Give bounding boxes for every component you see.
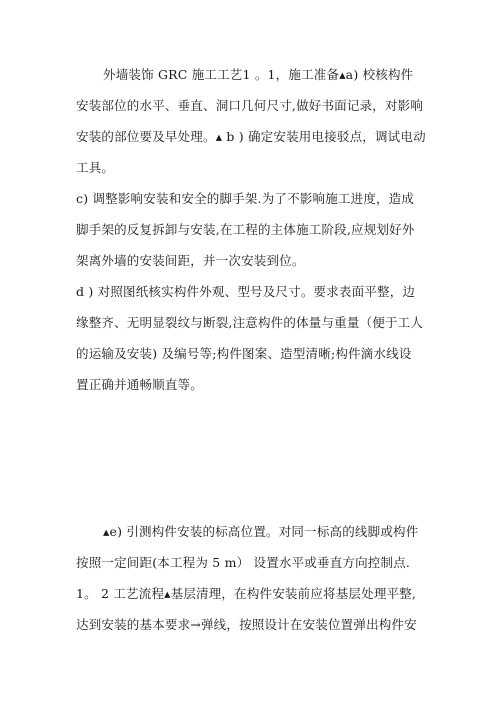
text-line-1: 外墙装饰 GRC 施工工艺1 。1，施工准备▴a) 校核构件 (103, 67, 414, 82)
text-line-11: 置正确并通畅顺直等。 (76, 377, 204, 392)
text-line-12: ▴e) 引测构件安装的标高位置。对同一标高的线脚或构件 (103, 524, 419, 539)
text-line-8: d ) 对照图纸核实构件外观、型号及尺寸。要求表面平整，边 (76, 284, 416, 299)
text-line-9: 缘整齐、无明显裂纹与断裂,注意构件的体量与重量（便于工人 (76, 315, 424, 330)
text-line-2: 安装部位的水平、垂直、洞口几何尺寸,做好书面记录，对影响 (76, 98, 424, 113)
text-line-14: 1。 2 工艺流程▴基层清理，在构件安装前应将基层处理平整, (76, 586, 417, 601)
text-line-7: 架离外墙的安装间距，并一次安装到位。 (76, 253, 305, 268)
text-line-4: 工具。 (76, 160, 115, 175)
text-line-6: 脚手架的反复拆卸与安装,在工程的主体施工阶段,应规划好外 (76, 222, 415, 237)
text-line-3: 安装的部位要及早处理。▴ b ) 确定安装用电接驳点，调试电动 (76, 129, 426, 144)
text-line-13: 按照一定间距(本工程为 5 m） 设置水平或垂直方向控制点. (76, 555, 411, 570)
text-line-5: c) 调整影响安装和安全的脚手架.为了不影响施工进度，造成 (76, 191, 415, 206)
text-line-15: 达到安装的基本要求→弹线，按照设计在安装位置弹出构件安 (76, 617, 417, 632)
text-line-10: 的运输及安装) 及编号等;构件图案、造型清晰;构件滴水线设 (76, 346, 412, 361)
